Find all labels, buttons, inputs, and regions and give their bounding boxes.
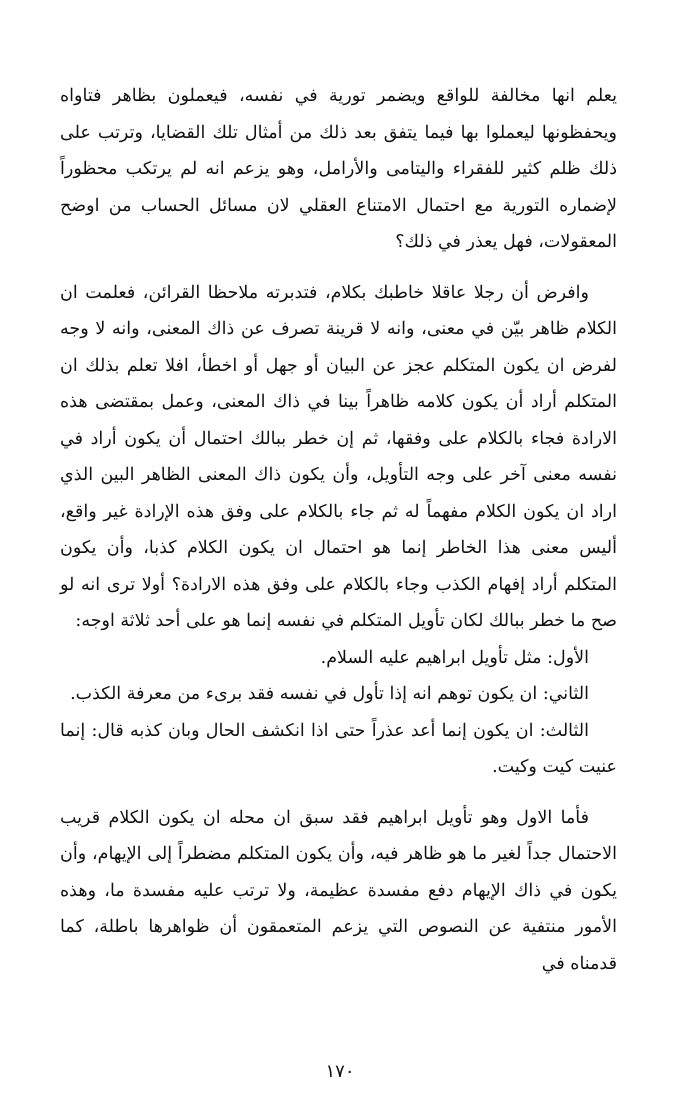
page-number: ١٧٠ <box>325 1061 355 1082</box>
paragraph-2: وافرض أن رجلا عاقلا خاطبك بكلام، فتدبرته ملاحظا القرائن، فعلمت ان الكلام ظاهر بيّن في معنى، وانه لا قرينة تصرف عن ذاك المعنى، وانه لا وجه لفرض ان يكون المتكلم عجز عن البيان أو جهل أو اخطأ، افلا تعلم بذلك ان المتكلم أراد أن يكون كلامه ظاهراً بينا في ذاك المعنى، وعمل بمقتضى هذه الارادة فجاء بالكلام على وفقها، ثم إن خطر ببالك احتمال أن يكون أراد في نفسه معنى آخر على وجه التأويل، وأن يكون ذاك المعنى الظاهر البين الذي اراد ان يكون الكلام مفهماً له ثم جاء بالكلام على وفق هذه الإرادة غير واقع، أليس معنى هذا الخاطر إنما هو احتمال ان يكون الكلام كذبا، وأن يكون المتكلم أراد إفهام الكذب وجاء بالكلام على وفق هذه الارادة؟ أولا ترى انه لو صح ما خطر ببالك لكان تأويل المتكلم في نفسه إنما هو على أحد ثلاثة اوجه: <box>60 282 617 631</box>
paragraph-1: يعلم انها مخالفة للواقع ويضمر تورية في نفسه، فيعملون بظاهر فتاواه ويحفظونها ليعملوا بها فيما يتفق بعد ذلك من أمثال تلك القضايا، وترتب على ذلك ظلم كثير للفقراء واليتامى والأرامل، وهو يزعم انه لم يرتكب محظوراً لإضماره التورية مع احتمال الامتناع العقلي لان مسائل الحساب من اوضح المعقولات، فهل يعذر في ذلك؟ <box>60 86 617 252</box>
paragraph-3: فأما الاول وهو تأويل ابراهيم فقد سبق ان محله ان يكون الكلام قريب الاحتمال جداً لغير ما هو ظاهر فيه، وأن يكون المتكلم مضطراً إلى الإيهام، وأن يكون في ذاك الإيهام دفع مفسدة عظيمة، ولا ترتب عليه مفسدة ما، وهذه الأمور منتفية عن النصوص التي يزعم المتعمقون أن ظواهرها باطلة، كما قدمناه في <box>60 807 617 974</box>
page-body <box>60 78 617 1090</box>
list-item-1: الأول: مثل تأويل ابراهيم عليه السلام. <box>320 647 589 668</box>
list-item-2: الثاني: ان يكون توهم انه إذا تأول في نفسه فقد برىء من معرفة الكذب. <box>70 684 589 704</box>
list-item-3: الثالث: ان يكون إنما أعد عذراً حتى اذا انكشف الحال وبان كذبه قال: إنما عنيت كيت وكيت. <box>60 720 617 777</box>
